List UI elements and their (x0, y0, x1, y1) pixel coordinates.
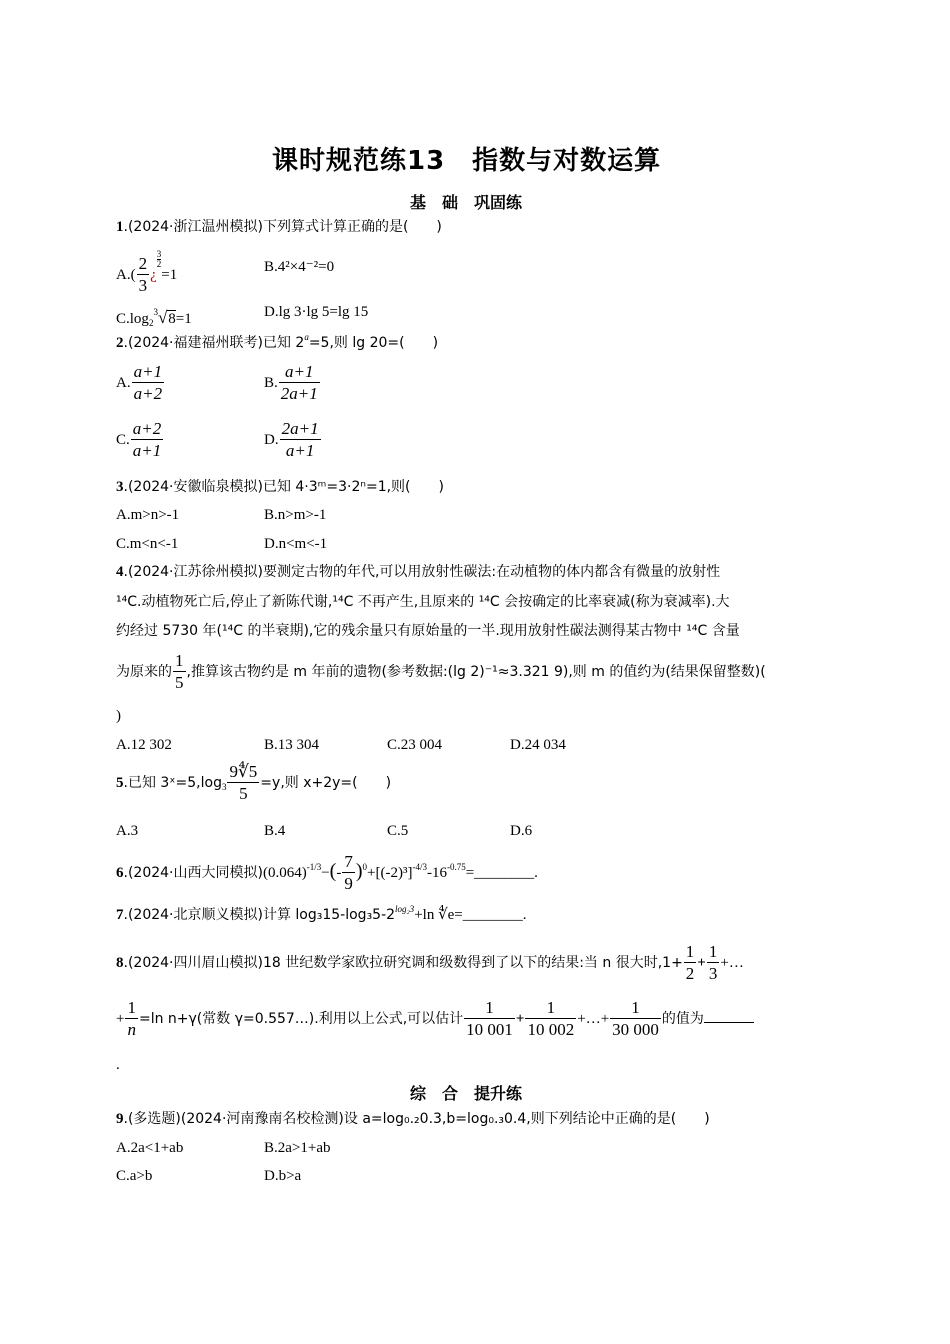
question-text: 已知 4·3ᵐ=3·2ⁿ=1,则( ) (262, 479, 444, 495)
question-4-option-b: B.13 304 (264, 737, 320, 753)
question-source: .(2024·浙江温州模拟) (123, 219, 263, 235)
numerator: 1 (127, 998, 136, 1017)
question-1-option-d: D.lg 3·lg 5=lg 15 (264, 304, 369, 320)
question-4-stem-line1 (116, 563, 720, 581)
ellipsis: +… (720, 954, 744, 971)
question-number: 1 (116, 219, 124, 235)
section-heading-advanced: 综 合 提升练 (410, 1084, 523, 1103)
question-5-option-a: A.3 (116, 823, 139, 839)
denominator: 5 (239, 784, 248, 803)
question-4-stem-line2: ¹⁴C.动植物死亡后,停止了新陈代谢,¹⁴C 不再产生,且原来的 ¹⁴C 会按确定的比率衰减(称为衰减率).大 (116, 594, 730, 610)
question-4-option-d: D.24 034 (510, 737, 566, 753)
question-8-stem-line3: . (116, 1057, 120, 1073)
question-3-stem (116, 478, 444, 496)
question-2-stem (116, 334, 438, 352)
exponent: -4/3 (412, 861, 427, 872)
denominator: a+1 (132, 441, 162, 460)
question-1-stem (116, 218, 442, 236)
answer-blank: =________. (465, 864, 538, 881)
answer-blank: +ln ∜e=________. (414, 907, 527, 923)
question-1-option-a (116, 250, 177, 297)
question-source: .(2024·江苏徐州模拟) (123, 564, 263, 580)
exponent: log₂3 (395, 904, 415, 914)
question-2-option-d (264, 419, 322, 462)
section-heading-basic: 基 础 巩固练 (410, 193, 523, 212)
question-9-option-c: C.a>b (116, 1168, 153, 1184)
question-number: 9 (116, 1111, 124, 1127)
fraction (137, 254, 150, 297)
option-label: A. (116, 374, 131, 391)
numerator: 1 (175, 651, 184, 670)
question-source: .(2024·北京顺义模拟) (123, 907, 263, 923)
question-1-option-c: $C.\log_2^3√8=1$ (116, 307, 192, 328)
question-5-option-d: D.6 (510, 823, 533, 839)
question-8-stem-line1 (116, 942, 744, 985)
question-tag: .(多选题) (123, 1111, 181, 1127)
numerator: 1 (464, 998, 515, 1019)
question-5-option-b: B.4 (264, 823, 286, 839)
question-1-option-b: B.4²×4⁻²=0 (264, 259, 335, 275)
question-text: 要测定古物的年代,可以用放射性碳法:在动植物的体内都含有微量的放射性 (262, 564, 721, 580)
expression-mid: +[(-2)³] (367, 864, 413, 881)
question-source: .(2024·福建福州联考) (123, 335, 263, 351)
question-number: 2 (116, 335, 124, 351)
minus-sign: − (321, 864, 330, 881)
glyph: ¿ (150, 267, 157, 283)
root-index: 3 (153, 307, 158, 317)
option-label: B. (264, 374, 278, 391)
question-3-option-b: B.n>m>-1 (264, 507, 327, 523)
question-source: .(2024·山西大同模拟) (123, 864, 263, 881)
question-text: .已知 3ˣ=5,log (123, 774, 222, 791)
question-6-stem: 6.(2024·山西大同模拟)$(0.064)^{-1/3}-(-$ $\frac{7}{9}$ )$^0+[(-2)^3]^{-4/3}-16^{-0.75}=\_\_\_\_\_\_\_\_$. (116, 852, 538, 893)
numerator: 9∜5 (229, 762, 258, 781)
question-9-stem (116, 1110, 710, 1128)
question-text: 18 世纪数学家欧拉研究调和级数得到了以下的结果:当 n 很大时,1+ (262, 954, 683, 971)
expression: 计算 log₃15-log₃5-2 (262, 907, 396, 923)
question-2-option-a (116, 362, 165, 405)
expression-tail: -16 (426, 864, 447, 881)
option-label: A.( (116, 267, 136, 283)
option-tail: =1 (175, 311, 192, 327)
log-base: 3 (221, 781, 227, 792)
expression: (0.064) (262, 864, 307, 881)
denominator: 9 (344, 874, 353, 893)
numerator: 2a+1 (281, 419, 319, 438)
denominator: 3 (708, 964, 718, 983)
denominator: 3 (138, 276, 148, 296)
question-3-option-d: D.n<m<-1 (264, 536, 328, 552)
numerator: 1 (525, 998, 576, 1019)
plus-sign: + (116, 1010, 125, 1027)
question-4-stem-line5: ) (116, 708, 121, 724)
question-2-option-c (116, 419, 164, 462)
question-number: 4 (116, 564, 124, 580)
numerator: 2 (138, 254, 148, 274)
option-tail: =1 (161, 267, 178, 283)
question-text-tail: =y,则 x+2y=( ) (260, 774, 392, 791)
question-8-stem-line2: + $\frac{1}{n}$ =ln n+γ(常数 γ=0.557…).利用以上公式,可以估计 $\frac{1}{10 001}$ + $\frac{1}{10 002}$ +…+ $\frac{1}{30 000}$ 的值为 (116, 998, 754, 1041)
superscript: a (304, 332, 309, 342)
question-text: 已知 2 (262, 335, 305, 351)
denominator: 10 002 (527, 1020, 575, 1039)
question-text-tail: 的值为 (661, 1010, 704, 1027)
question-number: 6 (116, 864, 124, 881)
question-text-tail: ,推算该古物约是 m 年前的遗物(参考数据:(lg 2)⁻¹≈3.321 9),则 m 的值约为(结果保留整数)( (186, 663, 766, 680)
question-2-option-b (264, 362, 321, 405)
numerator: 7 (344, 852, 353, 871)
question-number: 3 (116, 479, 124, 495)
question-5-option-c: C.5 (387, 823, 409, 839)
question-text: 设 a=log₀.₂0.3,b=log₀.₃0.4,则下列结论中正确的是( ) (343, 1111, 710, 1127)
exponent: -0.75 (446, 861, 466, 872)
question-4-option-a: A.12 302 (116, 737, 172, 753)
denominator: 2a+1 (280, 384, 318, 403)
option-label: D. (264, 431, 279, 448)
denominator: 10 001 (466, 1020, 513, 1039)
question-4-stem-line4 (116, 651, 766, 694)
option-label: C.log (116, 311, 149, 327)
page-title: 课时规范练13 指数与对数运算 (272, 146, 662, 176)
numerator: 1 (708, 942, 718, 961)
radicand: 8 (168, 311, 176, 327)
log-base: 2 (148, 318, 154, 328)
question-source: (2024·河南豫南名校检测) (180, 1111, 344, 1127)
question-text: 下列算式计算正确的是( ) (262, 219, 442, 235)
question-source: .(2024·安徽临泉模拟) (123, 479, 263, 495)
option-label: C. (116, 431, 130, 448)
denominator: a+2 (133, 384, 163, 403)
question-number: 7 (116, 907, 124, 923)
denominator: 2 (685, 964, 695, 983)
numerator: a+1 (133, 362, 163, 381)
numerator: a+2 (132, 419, 162, 438)
exp-denominator: 2 (156, 259, 162, 269)
plus-sign: + (697, 954, 706, 971)
question-number: 8 (116, 954, 124, 971)
exponent: -1/3 (306, 861, 322, 872)
exp-numerator: 3 (156, 249, 162, 259)
numerator: a+1 (285, 362, 314, 381)
question-9-option-b: B.2a>1+ab (264, 1140, 331, 1156)
denominator: 30 000 (612, 1020, 659, 1039)
answer-blank (704, 1008, 754, 1023)
question-9-option-a: A.2a<1+ab (116, 1140, 184, 1156)
denominator: n (127, 1020, 136, 1039)
question-9-option-d: D.b>a (264, 1168, 302, 1184)
numerator: 1 (610, 998, 661, 1019)
question-text-tail: =5,则 lg 20=( ) (308, 335, 439, 351)
question-7-stem (116, 906, 527, 924)
ellipsis: +…+ (577, 1010, 610, 1027)
question-4-stem-line3: 约经过 5730 年(¹⁴C 的半衰期),它的残余量只有原始量的一半.现用放射性碳法测得某古物中 ¹⁴C 含量 (116, 623, 740, 639)
question-text: =ln n+γ(常数 γ=0.557…).利用以上公式,可以估计 (138, 1010, 464, 1027)
question-5-stem (116, 762, 391, 805)
numerator: 1 (685, 942, 695, 961)
question-3-option-c: C.m<n<-1 (116, 536, 179, 552)
denominator: 5 (175, 673, 184, 692)
question-3-option-a: A.m>n>-1 (116, 507, 180, 523)
question-number: 5 (116, 774, 124, 791)
question-source: .(2024·四川眉山模拟) (123, 954, 263, 971)
denominator: a+1 (285, 441, 315, 460)
question-text: 为原来的 (116, 663, 172, 680)
question-4-option-c: C.23 004 (387, 737, 443, 753)
exponent: 0 (362, 861, 368, 872)
